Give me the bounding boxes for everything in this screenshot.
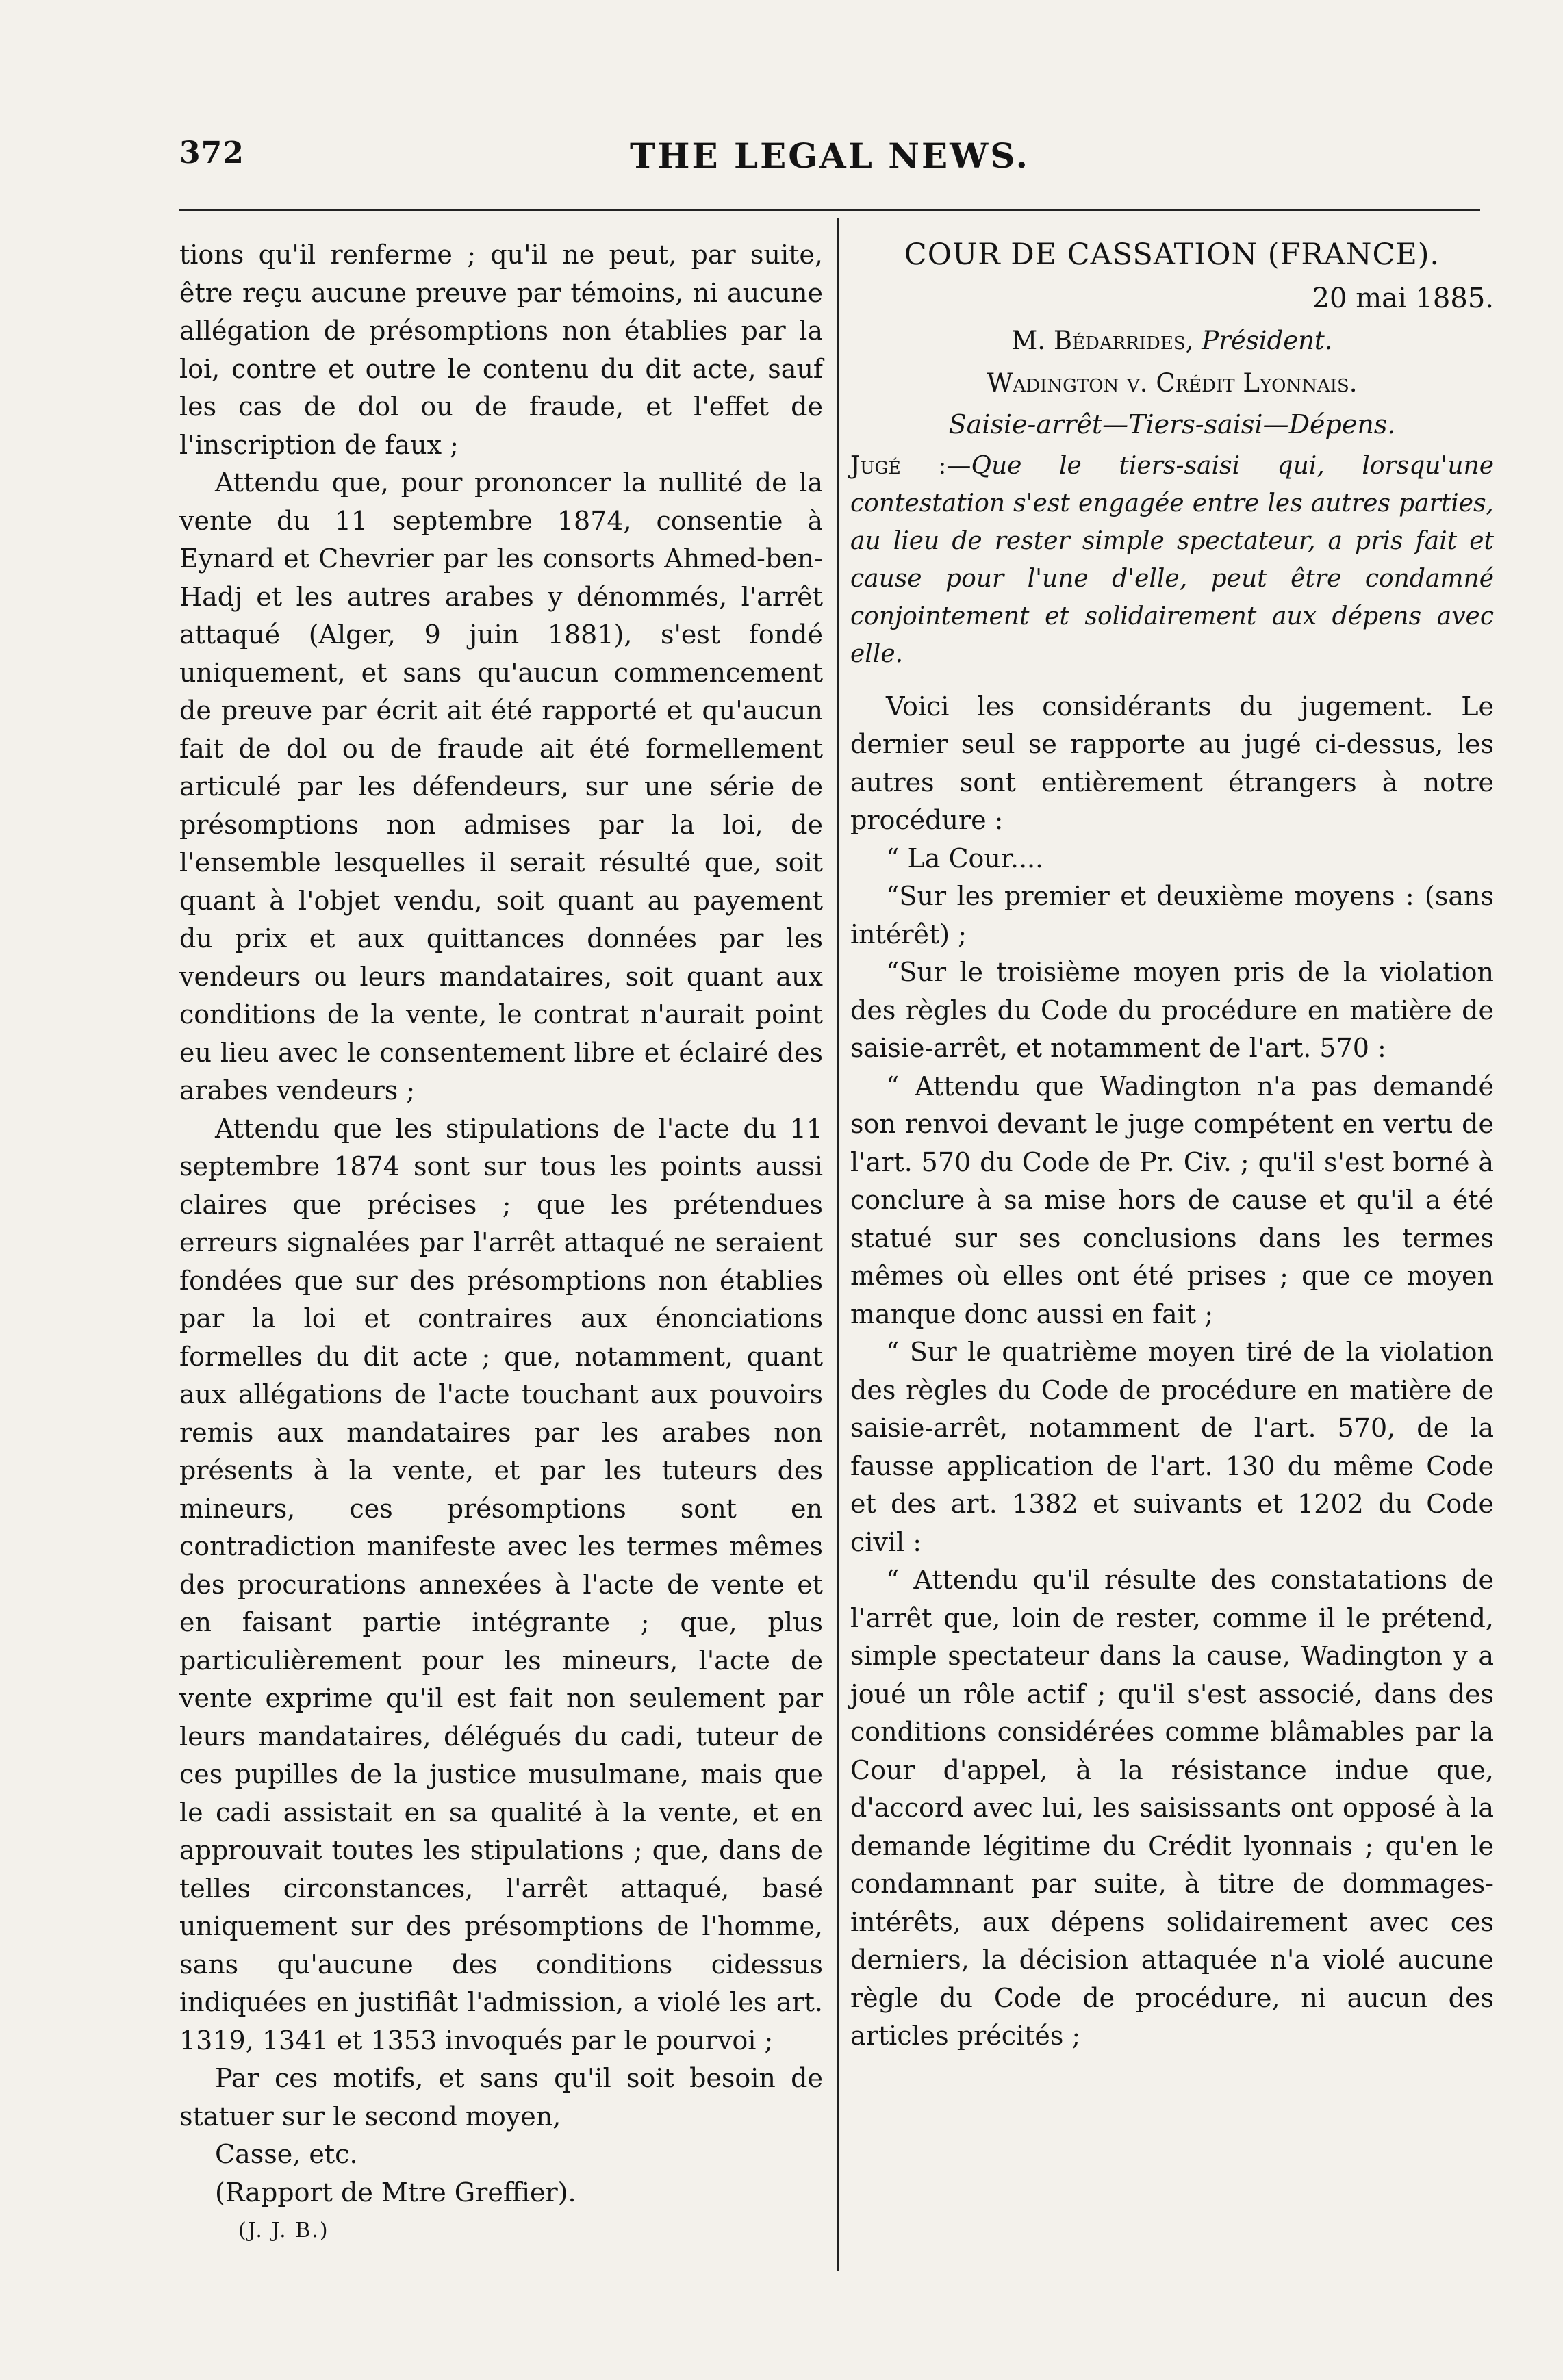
case-parties: Wadington v. Crédit Lyonnais. (987, 368, 1358, 398)
holding (850, 447, 1494, 673)
journal-title: THE LEGAL NEWS. (630, 136, 1030, 176)
president-title: Président. (1202, 326, 1333, 355)
left-column (179, 236, 823, 2250)
page-number: 372 (179, 136, 244, 170)
right-paragraph-2: “ La Cour.... (886, 843, 1044, 873)
left-paragraph-1: tions qu'il renferme ; qu'il ne peut, par suite, être reçu aucune preuve par témoins, ni aucune allégation de présomptions non établies par la loi, contre et outre le contenu du dit acte, sauf les cas de dol ou de fraude, et l'effet de l'inscription de faux ; (179, 240, 823, 460)
right-paragraph-4: “Sur le troisième moyen pris de la violation des règles du Code du procédure en matière de saisie-arrêt, et notamment de l'art. 570 : (850, 957, 1494, 1063)
right-column (850, 236, 1494, 2056)
holding-text: Que le tiers-saisi qui, lorsqu'une contestation s'est engagée entre les autres parties, au lieu de rester simple spectateur, a pris fait et cause pour l'une d'elle, peut être condamné conjointement et solidairement aux dépens avec elle. (850, 451, 1495, 668)
right-paragraph-6: “ Sur le quatrième moyen tiré de la violation des règles du Code de procédure en matière de saisie-arrêt, notamment de l'art. 570, de la fausse application de l'art. 130 du même Code et des art. 1382 et suivants et 1202 du Code civil : (850, 1337, 1494, 1557)
right-paragraph-5: “ Attendu que Wadington n'a pas demandé son renvoi devant le juge compétent en vertu de l'art. 570 du Code de Pr. Civ. ; qu'il s'est borné à conclure à sa mise hors de cause et qu'il a été statué sur ses conclusions dans les termes mêmes où elles ont été prises ; que ce moyen manque donc aussi en fait ; (850, 1071, 1494, 1329)
author-initials: (J. J. B.) (238, 2218, 329, 2242)
left-paragraph-3: Attendu que les stipulations de l'acte du 11 septembre 1874 sont sur tous les points aussi claires que précises ; que les prétendues erreurs signalées par l'arrêt attaqué ne seraient fondées que sur des présomptions non établies par la loi et contraires aux énonciations formelles du dit acte ; que, notamment, quant aux allégations de l'acte touchant aux pouvoirs remis aux mandataires par les arabes non présents à la vente, et par les tuteurs des mineurs, ces présomptions sont en contradiction manifeste avec les termes mêmes des procurations annexées à l'acte de vente et en faisant partie intégrante ; que, plus particulièrement pour les mineurs, l'acte de vente exprime qu'il est fait non seulement par leurs mandataires, délégués du cadi, tuteur de ces pupilles de la justice musulmane, mais que le cadi assistait en sa qualité à la vente, et en approuvait toutes les stipulations ; que, dans de telles circonstances, l'arrêt attaqué, basé uniquement sur des présomptions de l'homme, sans qu'aucune des conditions cidessus indiquées en justifiât l'admission, a violé les art. 1319, 1341 et 1353 invoqués par le pourvoi ; (179, 1113, 823, 2056)
right-paragraph-3: “Sur les premier et deuxième moyens : (sans intérêt) ; (850, 881, 1494, 949)
holding-label: Jugé :— (850, 451, 971, 480)
right-paragraph-7: “ Attendu qu'il résulte des constatations de l'arrêt que, loin de rester, comme il le prétend, simple spectateur dans la cause, Wadington y a joué un rôle actif ; qu'il s'est associé, dans des conditions considérées comme blâmables par la Cour d'appel, à la résistance indue que, d'accord avec lui, les saisissants ont opposé à la demande légitime du Crédit lyonnais ; qu'en le condamnant par suite, à titre de dommages-intérêts, aux dépens solidairement avec ces derniers, la décision attaquée n'a violé aucune règle du Code de procédure, ni aucun des articles précités ; (850, 1565, 1494, 2051)
left-paragraph-5: Casse, etc. (215, 2139, 358, 2169)
column-divider (837, 218, 839, 2271)
report-note: (Rapport de Mtre Greffier). (215, 2177, 576, 2208)
decision-date: 20 mai 1885. (1312, 282, 1494, 314)
page-header (179, 136, 1480, 190)
president-name: M. Bédarrides, (1011, 326, 1194, 355)
court-title: COUR DE CASSATION (FRANCE). (904, 238, 1440, 272)
left-paragraph-2: Attendu que, pour prononcer la nullité de la vente du 11 septembre 1874, consentie à Eynard et Chevrier par les consorts Ahmed-ben-Hadj et les autres arabes y dénommés, l'arrêt attaqué (Alger, 9 juin 1881), s'est fondé uniquement, et sans qu'aucun commencement de preuve par écrit ait été rapporté et qu'aucun fait de dol ou de fraude ait été formellement articulé par les défendeurs, sur une série de présomptions non admises par la loi, de l'ensemble lesquelles il serait résulté que, soit quant à l'objet vendu, soit quant au payement du prix et aux quittances données par les vendeurs ou leurs mandataires, soit quant aux conditions de la vente, le contrat n'aurait point eu lieu avec le consentement libre et éclairé des arabes vendeurs ; (179, 468, 823, 1105)
president-line (850, 322, 1494, 360)
left-paragraph-4: Par ces motifs, et sans qu'il soit besoin de statuer sur le second moyen, (179, 2063, 823, 2132)
header-rule (179, 209, 1480, 211)
right-paragraph-1: Voici les considérants du jugement. Le dernier seul se rapporte au jugé ci-dessus, les autres sont entièrement étrangers à notre procédure : (850, 691, 1494, 835)
case-subject: Saisie-arrêt—Tiers-saisi—Dépens. (948, 409, 1396, 439)
